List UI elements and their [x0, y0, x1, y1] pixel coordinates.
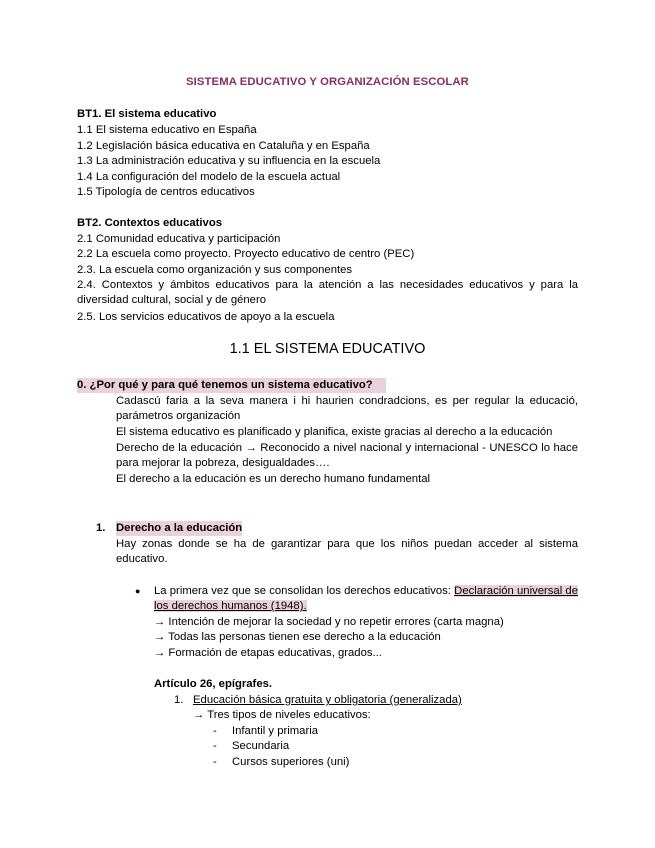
bt1-item: 1.2 Legislación básica educativa en Cataluña y en España — [77, 140, 370, 152]
dash-marker: - — [213, 740, 217, 752]
arrow-line: → Intención de mejorar la sociedad y no repetir errores (carta magna) — [154, 616, 504, 628]
list-number: 1. — [96, 522, 106, 534]
subsection-heading: Derecho a la educación — [116, 522, 243, 534]
question-heading: 0. ¿Por qué y para qué tenemos un sistema educativo? — [77, 378, 386, 393]
level-item: Secundaria — [232, 740, 290, 752]
bt1-item: 1.5 Tipología de centros educativos — [77, 186, 255, 198]
paragraph: Cadascú faria a la seva manera i hi haurien condradcions, es per regular la educació, parámetros organización — [116, 395, 578, 422]
bt2-item: 2.2 La escuela como proyecto. Proyecto educativo de centro (PEC) — [77, 248, 415, 260]
list-number: 1. — [174, 694, 184, 706]
bt2-item: 2.1 Comunidad educativa y participación — [77, 233, 281, 245]
bt2-item: 2.4. Contextos y ámbitos educativos para la atención a las necesidades educativos y para la diversidad cultural, social y de género — [77, 279, 578, 306]
bt1-item: 1.1 El sistema educativo en España — [77, 124, 257, 136]
bullet-prefix: La primera vez que se consolidan los derechos educativos: — [154, 585, 455, 597]
article-item: Educación básica gratuita y obligatoria (generalizada) — [193, 694, 462, 706]
arrow-line: → Todas las personas tienen ese derecho a la educación — [154, 631, 441, 643]
arrow-line: → Tres tipos de niveles educativos: — [193, 709, 371, 721]
bt1-item: 1.4 La configuración del modelo de la escuela actual — [77, 171, 341, 183]
paragraph: El sistema educativo es planificado y planifica, existe gracias al derecho a la educación — [116, 426, 553, 438]
bullet-text — [154, 584, 578, 614]
dash-marker: - — [213, 725, 217, 737]
paragraph: Derecho de la educación → Reconocido a nivel nacional y internacional - UNESCO lo hace para mejorar la pobreza, desigualdades…. — [116, 442, 578, 469]
paragraph: El derecho a la educación es un derecho humano fundamental — [116, 473, 431, 485]
bt2-item: 2.3. La escuela como organización y sus componentes — [77, 264, 353, 276]
arrow-line: → Formación de etapas educativas, grados... — [154, 647, 382, 659]
article-heading: Artículo 26, epígrafes. — [154, 678, 273, 690]
bt2-heading: BT2. Contextos educativos — [77, 217, 223, 229]
level-item: Cursos superiores (uni) — [232, 756, 350, 768]
bullet-icon: ● — [135, 586, 141, 596]
bt1-heading: BT1. El sistema educativo — [77, 108, 217, 120]
level-item: Infantil y primaria — [232, 725, 319, 737]
paragraph: Hay zonas donde se ha de garantizar para que los niños puedan acceder al sistema educativo. — [116, 538, 578, 565]
document-title: SISTEMA EDUCATIVO Y ORGANIZACIÓN ESCOLAR — [186, 76, 469, 88]
bt1-item: 1.3 La administración educativa y su influencia en la escuela — [77, 155, 381, 167]
declaration-link[interactable]: Declaración universal de los derechos humanos (1948). — [154, 585, 578, 612]
dash-marker: - — [213, 756, 217, 768]
section-title: 1.1 EL SISTEMA EDUCATIVO — [229, 341, 426, 357]
bt2-item: 2.5. Los servicios educativos de apoyo a la escuela — [77, 311, 335, 323]
